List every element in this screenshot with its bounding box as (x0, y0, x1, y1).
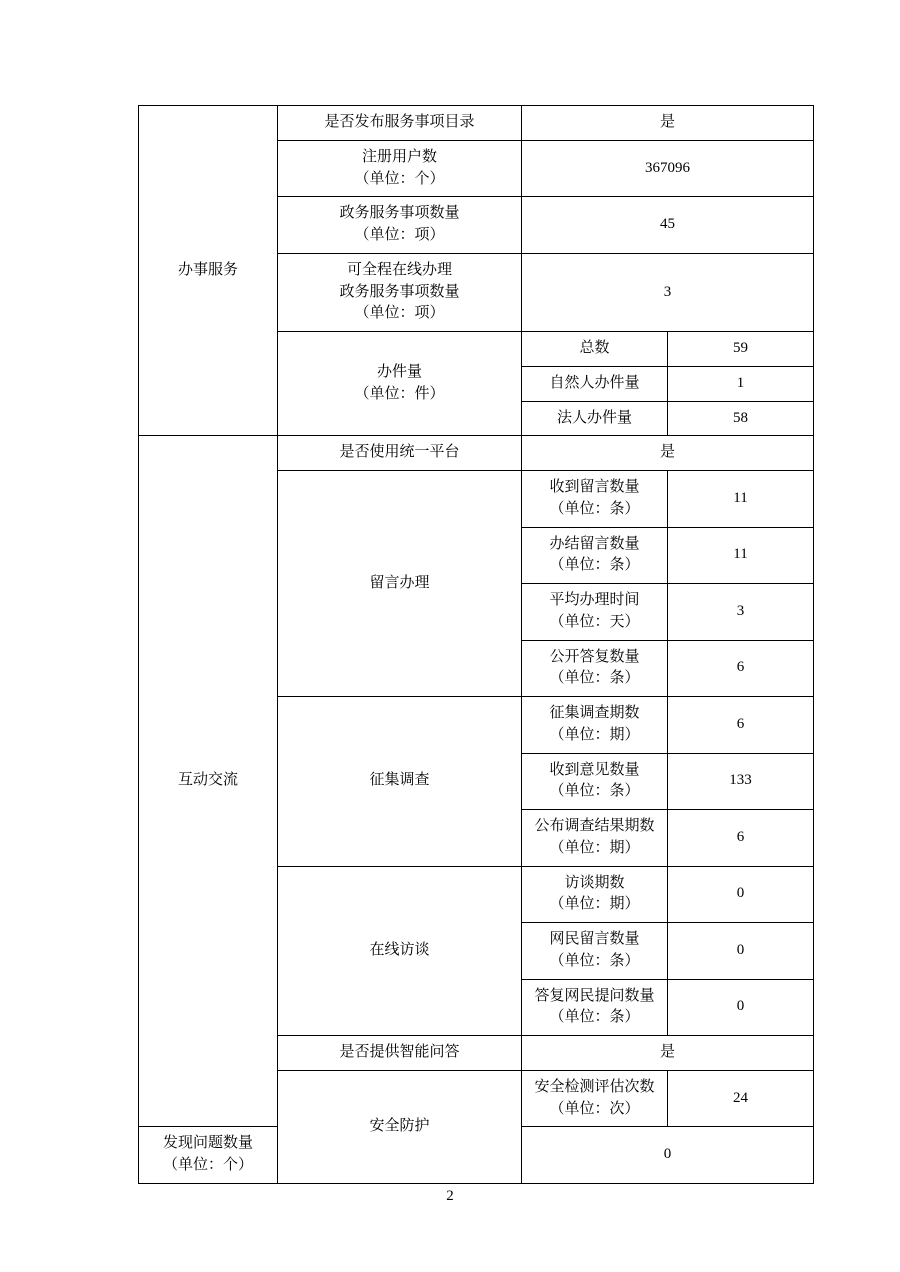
subitem-cell (522, 923, 668, 980)
subitem-unit: （单位：条） (549, 952, 640, 969)
item-cell: 是否提供智能问答 (278, 1036, 522, 1071)
value-cell: 59 (668, 332, 814, 367)
value-cell: 11 (668, 527, 814, 584)
item-label: 发现问题数量 (162, 1135, 253, 1152)
item-cell (278, 140, 522, 197)
table-row (139, 436, 814, 471)
value-cell: 1 (668, 366, 814, 401)
item-label: 可全程在线办理 (346, 261, 452, 278)
subitem-label: 征集调查期数 (549, 705, 640, 721)
value-cell: 24 (668, 1070, 814, 1127)
subitem-unit: （单位：条） (549, 783, 640, 800)
subitem-unit: （单位：条） (549, 557, 640, 574)
value-cell: 0 (668, 979, 814, 1036)
value-cell: 58 (668, 401, 814, 436)
subitem-cell (522, 810, 668, 867)
item-cell: 在线访谈 (278, 866, 522, 1036)
value-cell: 0 (668, 866, 814, 923)
value-cell: 133 (668, 753, 814, 810)
subitem-cell (522, 640, 668, 697)
subitem-unit: （单位：期） (549, 839, 640, 856)
value-cell: 11 (668, 471, 814, 528)
item-cell (139, 1127, 278, 1184)
subitem-label: 公布调查结果期数 (534, 818, 655, 834)
subitem-label: 访谈期数 (564, 874, 625, 891)
value-cell: 3 (522, 253, 814, 331)
subitem-unit: （单位：条） (549, 670, 640, 687)
value-cell: 0 (522, 1127, 814, 1184)
subitem-cell (522, 866, 668, 923)
value-cell: 3 (668, 584, 814, 641)
item-label: 办件量 (376, 363, 422, 380)
subitem-label: 公开答复数量 (549, 648, 640, 665)
item-cell (278, 197, 522, 254)
subitem-unit: （单位：条） (549, 1009, 640, 1026)
subitem-cell (522, 697, 668, 754)
item-cell (278, 332, 522, 436)
subitem-cell: 总数 (522, 332, 668, 367)
subitem-unit: （单位：期） (549, 726, 640, 743)
item-cell (278, 253, 522, 331)
page-number: 2 (446, 1188, 454, 1204)
item-unit: （单位：次） (549, 1100, 640, 1117)
subitem-unit: （单位：期） (549, 896, 640, 913)
subitem-label: 答复网民提问数量 (534, 987, 655, 1004)
item-unit: （单位：项） (354, 227, 445, 243)
item-unit: （单位：件） (354, 385, 445, 402)
subitem-unit: （单位：天） (549, 613, 640, 630)
value-cell: 367096 (522, 140, 814, 197)
category-cell-banshifuwu: 办事服务 (139, 106, 278, 436)
value-cell: 45 (522, 197, 814, 254)
subitem-label: 平均办理时间 (549, 592, 640, 608)
subitem-cell (522, 527, 668, 584)
subitem-label: 收到意见数量 (549, 761, 640, 778)
statistics-table (138, 105, 814, 1184)
item-cell: 征集调查 (278, 697, 522, 867)
subitem-cell: 自然人办件量 (522, 366, 668, 401)
subitem-unit: （单位：条） (549, 500, 640, 517)
subitem-cell (522, 471, 668, 528)
value-cell: 是 (522, 436, 814, 471)
item-cell: 是否发布服务事项目录 (278, 106, 522, 141)
subitem-label: 收到留言数量 (549, 479, 640, 495)
value-cell: 是 (522, 1036, 814, 1071)
table-row (139, 106, 814, 141)
subitem-cell (522, 753, 668, 810)
item-label: 安全检测评估次数 (534, 1078, 655, 1095)
value-cell: 6 (668, 810, 814, 867)
item-unit: （单位：项） (354, 305, 445, 322)
statistics-table-wrapper (138, 105, 786, 1184)
item-label: 注册用户数 (361, 148, 437, 165)
item-label-line2: 政务服务事项数量 (339, 283, 460, 300)
subitem-cell (522, 584, 668, 641)
category-cell-anquanfanghu: 安全防护 (278, 1070, 522, 1183)
item-unit: （单位：个） (162, 1157, 253, 1173)
item-unit: （单位：个） (354, 170, 445, 187)
value-cell: 0 (668, 923, 814, 980)
subitem-label: 网民留言数量 (549, 931, 640, 947)
item-label: 政务服务事项数量 (339, 205, 460, 222)
subitem-cell (522, 979, 668, 1036)
item-cell: 留言办理 (278, 471, 522, 697)
item-cell (522, 1070, 668, 1127)
value-cell: 是 (522, 106, 814, 141)
subitem-label: 办结留言数量 (549, 535, 640, 552)
category-cell-hudongjiaoliu: 互动交流 (139, 436, 278, 1127)
value-cell: 6 (668, 697, 814, 754)
value-cell: 6 (668, 640, 814, 697)
subitem-cell: 法人办件量 (522, 401, 668, 436)
item-cell: 是否使用统一平台 (278, 436, 522, 471)
